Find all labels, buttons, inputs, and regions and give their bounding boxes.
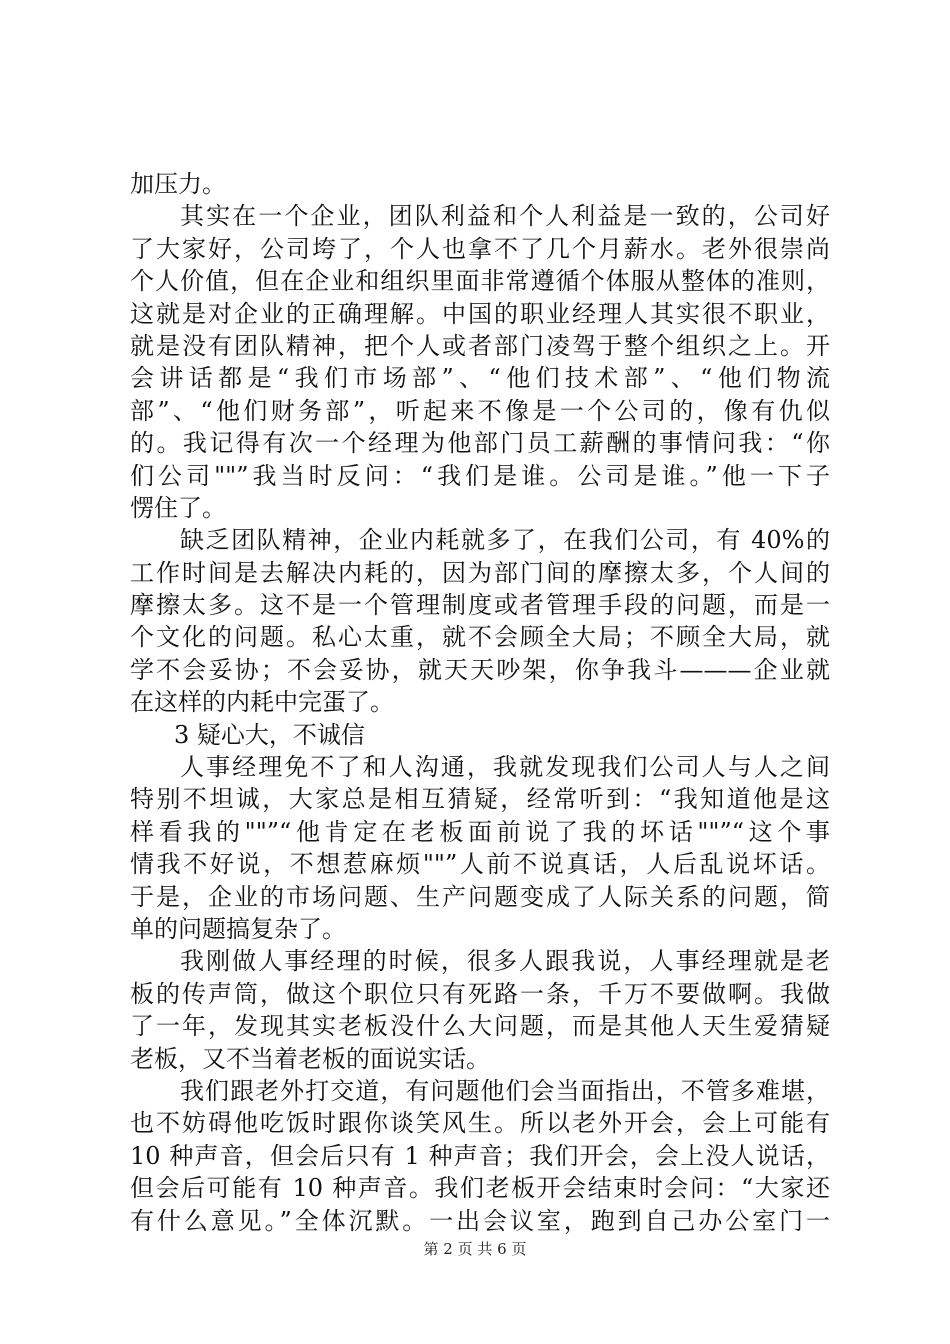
text-line: 工作时间是去解决内耗的，因为部门间的摩擦太多，个人间的 [130, 558, 830, 587]
text-line: 老板，又不当着老板的面说实话。 [130, 1044, 490, 1073]
body-text [130, 168, 830, 1237]
page-number-footer: 第 2 页 共 6 页 [423, 1240, 527, 1258]
text-line: 缺乏团队精神，企业内耗就多了，在我们公司，有 40%的 [180, 526, 830, 555]
text-line: 我刚做人事经理的时候，很多人跟我说，人事经理就是老 [180, 947, 830, 976]
text-line: 人事经理免不了和人沟通，我就发现我们公司人与人之间 [180, 753, 830, 782]
text-line: 但会后可能有 10 种声音。我们老板开会结束时会问：“大家还 [130, 1174, 830, 1203]
text-line: 其实在一个企业，团队利益和个人利益是一致的，公司好 [180, 202, 830, 231]
text-line: 单的问题搞复杂了。 [130, 914, 346, 943]
text-line: 了一年，发现其实老板没什么大问题，而是其他人天生爱猜疑 [130, 1012, 830, 1041]
text-line: 个人价值，但在企业和组织里面非常遵循个体服从整体的准则， [130, 267, 830, 296]
text-line: 摩擦太多。这不是一个管理制度或者管理手段的问题，而是一 [130, 591, 830, 620]
text-line: 个文化的问题。私心太重，就不会顾全大局；不顾全大局，就 [130, 623, 830, 652]
text-line: 的。我记得有次一个经理为他部门员工薪酬的事情问我：“你 [130, 429, 830, 458]
text-line: 特别不坦诚，大家总是相互猜疑，经常听到：“我知道他是这 [130, 785, 830, 814]
text-line: 学不会妥协；不会妥协，就天天吵架，你争我斗———企业就 [130, 655, 830, 684]
text-line: 在这样的内耗中完蛋了。 [130, 688, 394, 717]
text-line: 加压力。 [130, 170, 226, 198]
text-line: 板的传声筒，做这个职位只有死路一条，千万不要做啊。我做 [130, 979, 830, 1008]
text-line: 样看我的""”“他肯定在老板面前说了我的坏话""”“这个事 [130, 817, 830, 846]
text-line: 们公司""”我当时反问：“我们是谁。公司是谁。”他一下子 [130, 461, 830, 490]
text-line: 也不妨碍他吃饭时跟你谈笑风生。所以老外开会，会上可能有 [130, 1109, 830, 1138]
section-heading: 3 疑心大，不诚信 [174, 720, 365, 749]
text-line: 我们跟老外打交道，有问题他们会当面指出，不管多难堪， [180, 1076, 830, 1105]
text-line: 会讲话都是“我们市场部”、“他们技术部”、“他们物流 [130, 364, 830, 393]
text-line: 有什么意见。”全体沉默。一出会议室，跑到自己办公室门一 [130, 1206, 830, 1235]
text-line: 就是没有团队精神，把个人或者部门凌驾于整个组织之上。开 [130, 331, 830, 360]
text-line: 愣住了。 [130, 493, 226, 522]
text-line: 了大家好，公司垮了，个人也拿不了几个月薪水。老外很崇尚 [130, 234, 830, 263]
text-line: 10 种声音，但会后只有 1 种声音；我们开会，会上没人说话， [130, 1141, 830, 1170]
text-line: 部”、“他们财务部”，听起来不像是一个公司的，像有仇似 [130, 396, 830, 425]
text-line: 情我不好说，不想惹麻烦""”人前不说真话，人后乱说坏话。 [130, 850, 830, 879]
text-line: 这就是对企业的正确理解。中国的职业经理人其实很不职业， [130, 299, 830, 328]
text-line: 于是，企业的市场问题、生产问题变成了人际关系的问题，简 [130, 882, 830, 911]
